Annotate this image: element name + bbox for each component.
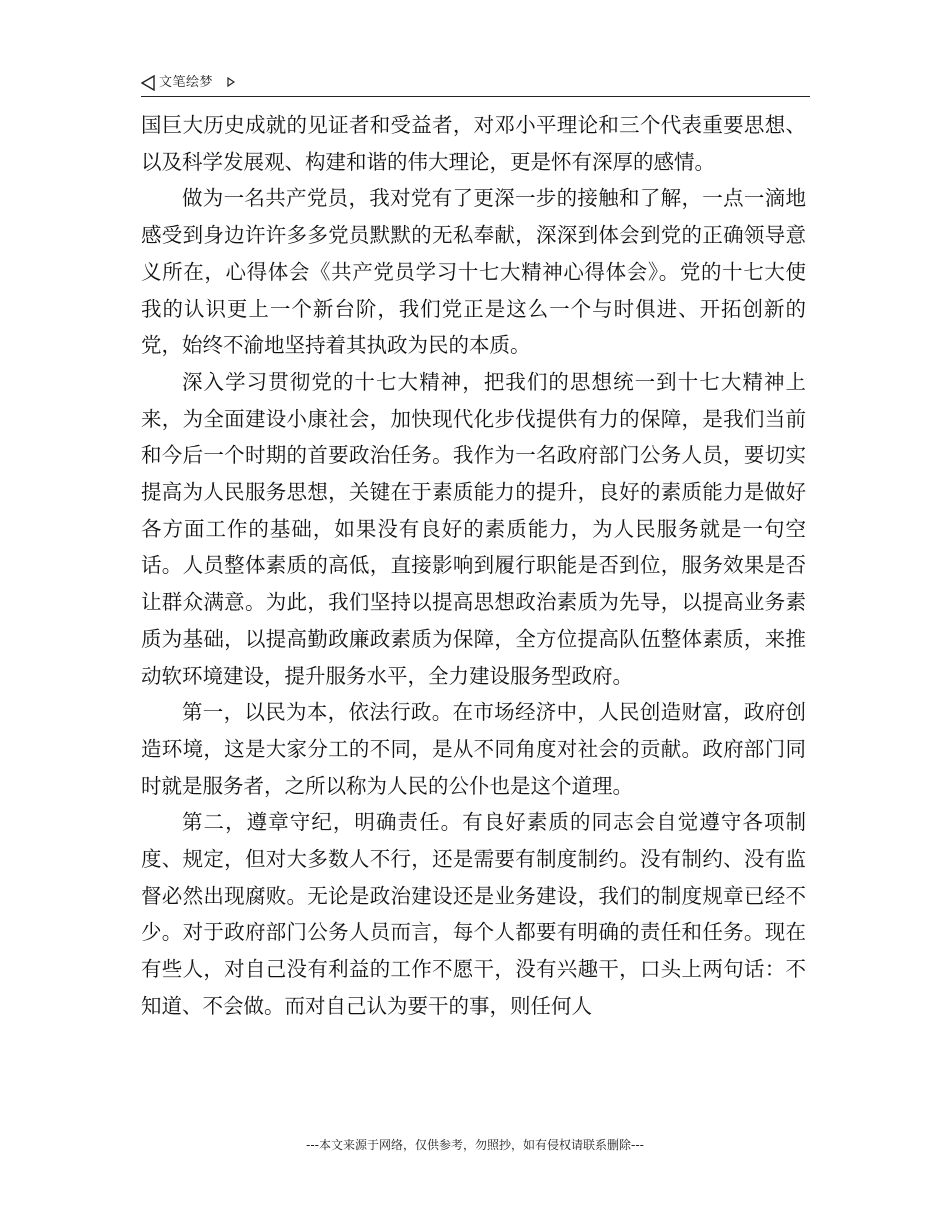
paragraph: 做为一名共产党员，我对党有了更深一步的接触和了解，一点一滴地感受到身边许许多多党员默默的无私奉献，深深到体会到党的正确领导意义所在，心得体会《共产党员学习十七大精神心得体会》。党的十七大使我的认识更上一个新台阶，我们党正是这么一个与时俱进、开拓创新的党，始终不渝地坚持着其执政为民的本质。 [141, 186, 806, 358]
paragraph: 第一，以民为本，依法行政。在市场经济中，人民创造财富，政府创造环境，这是大家分工的不同，是从不同角度对社会的贡献。政府部门同时就是服务者，之所以称为人民的公仆也是这个道理。 [141, 700, 806, 798]
paragraph: 深入学习贯彻党的十七大精神，把我们的思想统一到十七大精神上来，为全面建设小康社会，加快现代化步伐提供有力的保障，是我们当前和今后一个时期的首要政治任务。我作为一名政府部门公务人员，要切实提高为人民服务思想，关键在于素质能力的提升，良好的素质能力是做好各方面工作的基础，如果没有良好的素质能力，为人民服务就是一句空话。人员整体素质的高低，直接影响到履行职能是否到位，服务效果是否让群众满意。为此，我们坚持以提高思想政治素质为先导，以提高业务素质为基础，以提高勤政廉政素质为保障，全方位提高队伍整体素质，来推动软环境建设，提升服务水平，全力建设服务型政府。 [141, 369, 806, 688]
triangle-left-icon [141, 75, 155, 91]
page-header [141, 72, 810, 97]
document-body [141, 107, 806, 1025]
paragraph-continuation: 国巨大历史成就的见证者和受益者，对邓小平理论和三个代表重要思想、以及科学发展观、构建和谐的伟大理论，更是怀有深厚的感情。 [141, 113, 806, 174]
paragraph: 第二，遵章守纪，明确责任。有良好素质的同志会自觉遵守各项制度、规定，但对大多数人不行，还是需要有制度制约。没有制约、没有监督必然出现腐败。无论是政治建设还是业务建设，我们的制度规章已经不少。对于政府部门公务人员而言，每个人都要有明确的责任和任务。现在有些人，对自己没有利益的工作不愿干，没有兴趣干，口头上两句话：不知道、不会做。而对自己认为要干的事，则任何人 [141, 810, 806, 1018]
header-title: 文笔绘梦 [159, 75, 214, 90]
triangle-right-icon [227, 77, 235, 87]
page-footer: ---本文来源于网络，仅供参考，勿照抄，如有侵权请联系删除--- [306, 1138, 644, 1152]
